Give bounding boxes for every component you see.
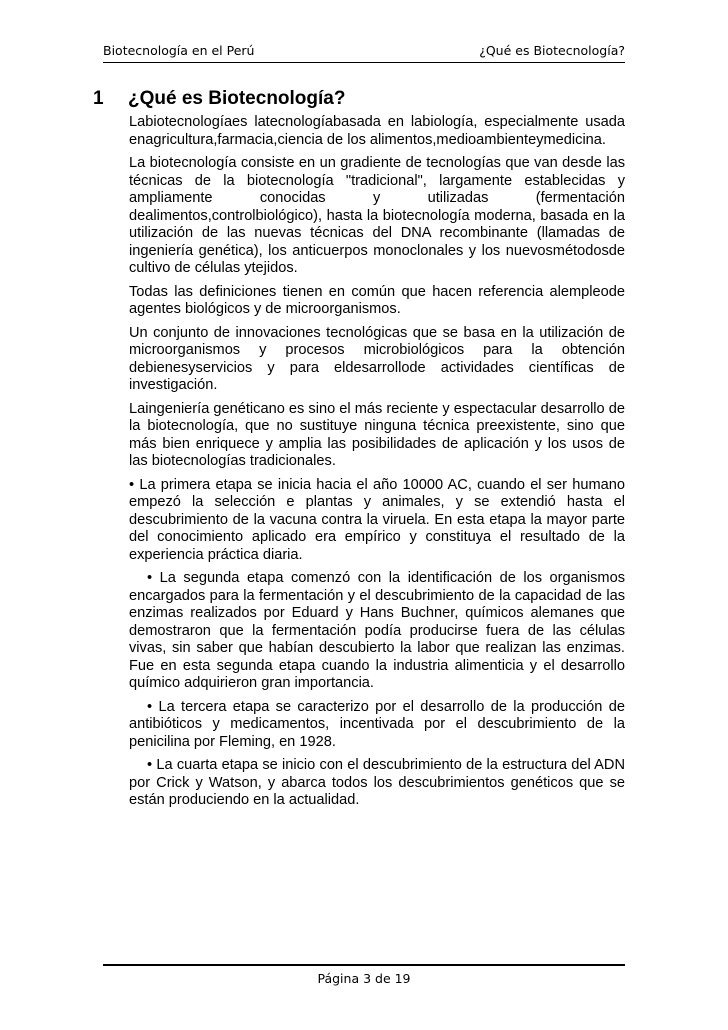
- section-title: ¿Qué es Biotecnología?: [128, 88, 346, 109]
- paragraph-common-definitions: Todas las definiciones tienen en común que hacen referencia alempleode agentes biológicos y de microorganismos.: [129, 283, 625, 317]
- body-text: [129, 114, 625, 816]
- paragraph-stage-three: • La tercera etapa se caracterizo por el desarrollo de la producción de antibióticos y medicamentos, incentivada por el descubrimiento de la penicilina por Fleming, en 1928.: [129, 698, 625, 750]
- paragraph-stage-two: • La segunda etapa comenzó con la identificación de los organismos encargados para la fermentación y el descubrimiento de la capacidad de las enzimas realizados por Eduard y Hans Buchner, químicos alemanes que demostraron que la fermentación podía producirse fuera de las células vivas, sin saber que habían descubierto la labor que realizan las enzimas. Fue en esta segunda etapa cuando la industria alimenticia y el desarrollo químico adquirieron gran importancia.: [129, 570, 625, 691]
- header-section-title: ¿Qué es Biotecnología?: [479, 43, 625, 58]
- section-number: 1: [93, 88, 104, 109]
- header-document-title: Biotecnología en el Perú: [103, 43, 255, 58]
- paragraph-definition: Labiotecnologíaes latecnologíabasada en labiología, especialmente usada enagricultura,farmacia,ciencia de los alimentos,medioambienteymedicina.: [129, 114, 625, 148]
- paragraph-stage-one: • La primera etapa se inicia hacia el año 10000 AC, cuando el ser humano empezó la selección e plantas y animales, y se extendió hasta el descubrimiento de la vacuna contra la viruela. En esta etapa la mayor parte del conocimiento aplicado era empírico y constituya el resultado de la experiencia práctica diaria.: [129, 476, 625, 563]
- page-number: Página 3 de 19: [317, 971, 411, 986]
- page-header: [103, 42, 625, 63]
- paragraph-stage-four: • La cuarta etapa se inicio con el descubrimiento de la estructura del ADN por Crick y Watson, y abarca todos los descubrimientos genéticos que se están produciendo en la actualidad.: [129, 757, 625, 808]
- paragraph-innovations: Un conjunto de innovaciones tecnológicas que se basa en la utilización de microorganismos y procesos microbiológicos para la obtención debienesyservicios y para eldesarrollode actividades científicas de investigación.: [129, 324, 625, 393]
- paragraph-genetic-engineering: Laingeniería genéticano es sino el más reciente y espectacular desarrollo de la biotecnología, que no sustituye ninguna técnica preexistente, sino que más bien enriquece y amplia las posibilidades de aplicación y los usos de las biotecnologías tradicionales.: [129, 400, 625, 469]
- section-heading: [93, 88, 345, 110]
- paragraph-gradient: La biotecnología consiste en un gradiente de tecnologías que van desde las técnicas de la biotecnología "tradicional", largamente establecidas y ampliamente conocidas y utilizadas (fermentación dealimentos,controlbiológico), hasta la biotecnología moderna, basada en la utilización de las nuevas técnicas del DNA recombinante (llamadas de ingeniería genética), los anticuerpos monoclonales y los nuevosmétodosde cultivo de células ytejidos.: [129, 155, 625, 276]
- page-footer: [103, 964, 625, 986]
